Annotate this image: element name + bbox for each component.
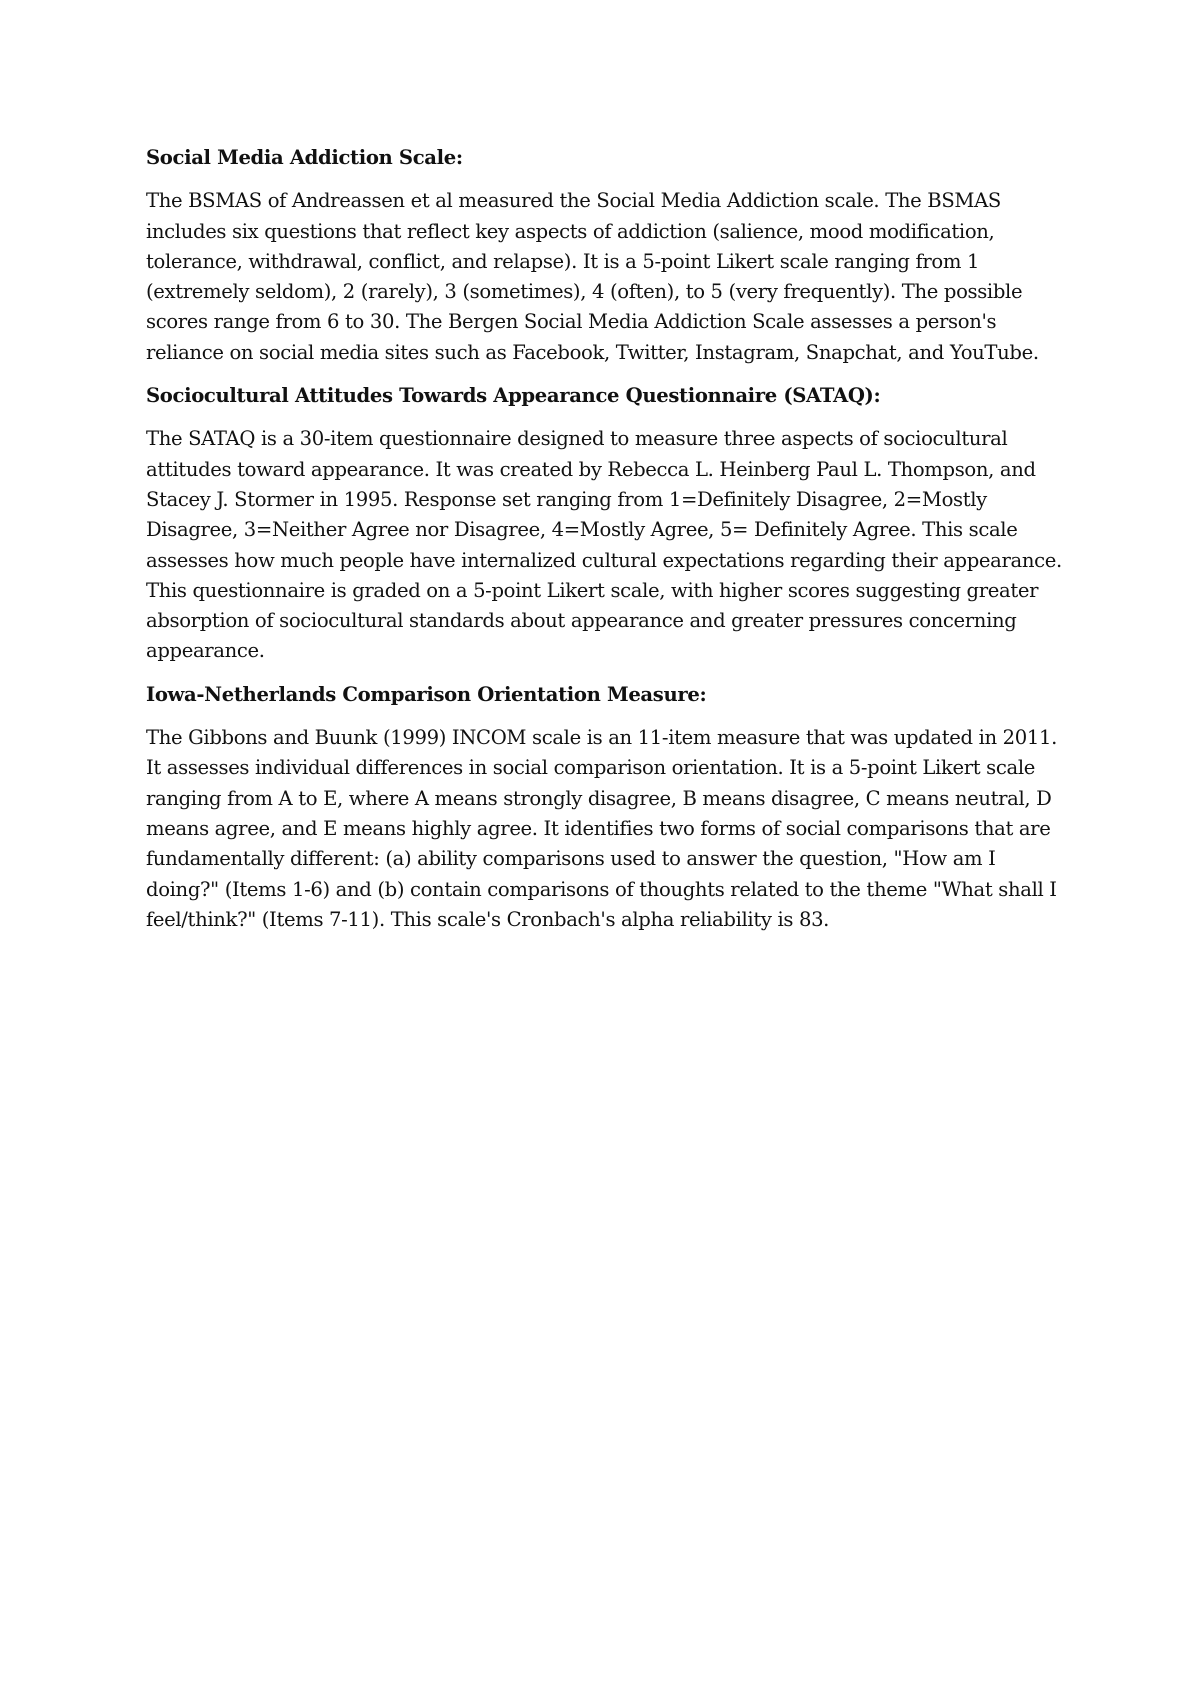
section-paragraph: The SATAQ is a 30-item questionnaire designed to measure three aspects of sociocultural attitudes toward appearance. It was created by Rebecca L. Heinberg Paul L. Thompson, and Stacey J. Stormer in 1995. Response set ranging from 1=Definitely Disagree, 2=Mostly Disagree, 3=Neither Agree nor Disagree, 4=Mostly Agree, 5= Definitely Agree. This scale assesses how much people have internalized cultural expectations regarding their appearance. This questionnaire is graded on a 5-point Likert scale, with higher scores suggesting greater absorption of sociocultural standards about appearance and greater pressures concerning appearance.: [146, 427, 1062, 663]
section-paragraph: The BSMAS of Andreassen et al measured the Social Media Addiction scale. The BSMAS includes six questions that reflect key aspects of addiction (salience, mood modification, tolerance, withdrawal, conflict, and relapse). It is a 5-point Likert scale ranging from 1 (extremely seldom), 2 (rarely), 3 (sometimes), 4 (often), to 5 (very frequently). The possible scores range from 6 to 30. The Bergen Social Media Addiction Scale assesses a person's reliance on social media sites such as Facebook, Twitter, Instagram, Snapchat, and YouTube.: [146, 189, 1039, 364]
section-social-media-addiction: [146, 143, 1066, 368]
section-heading: Iowa-Netherlands Comparison Orientation Measure:: [146, 682, 707, 706]
section-heading: Social Media Addiction Scale:: [146, 146, 463, 169]
section-incom: [146, 680, 1066, 935]
section-sataq: [146, 381, 1066, 667]
section-heading: Sociocultural Attitudes Towards Appearance Questionnaire (SATAQ):: [146, 384, 881, 408]
section-paragraph: The Gibbons and Buunk (1999) INCOM scale is an 11-item measure that was updated in 2011. It assesses individual differences in social comparison orientation. It is a 5-point Likert scale ranging from A to E, where A means strongly disagree, B means disagree, C means neutral, D means agree, and E means highly agree. It identifies two forms of social comparisons that are fundamentally different: (a) ability comparisons used to answer the question, "How am I doing?" (Items 1-6) and (b) contain comparisons of thoughts related to the theme "What shall I feel/think?" (Items 7-11). This scale's Cronbach's alpha reliability is 83.: [146, 726, 1058, 931]
document-content: [146, 143, 1066, 948]
